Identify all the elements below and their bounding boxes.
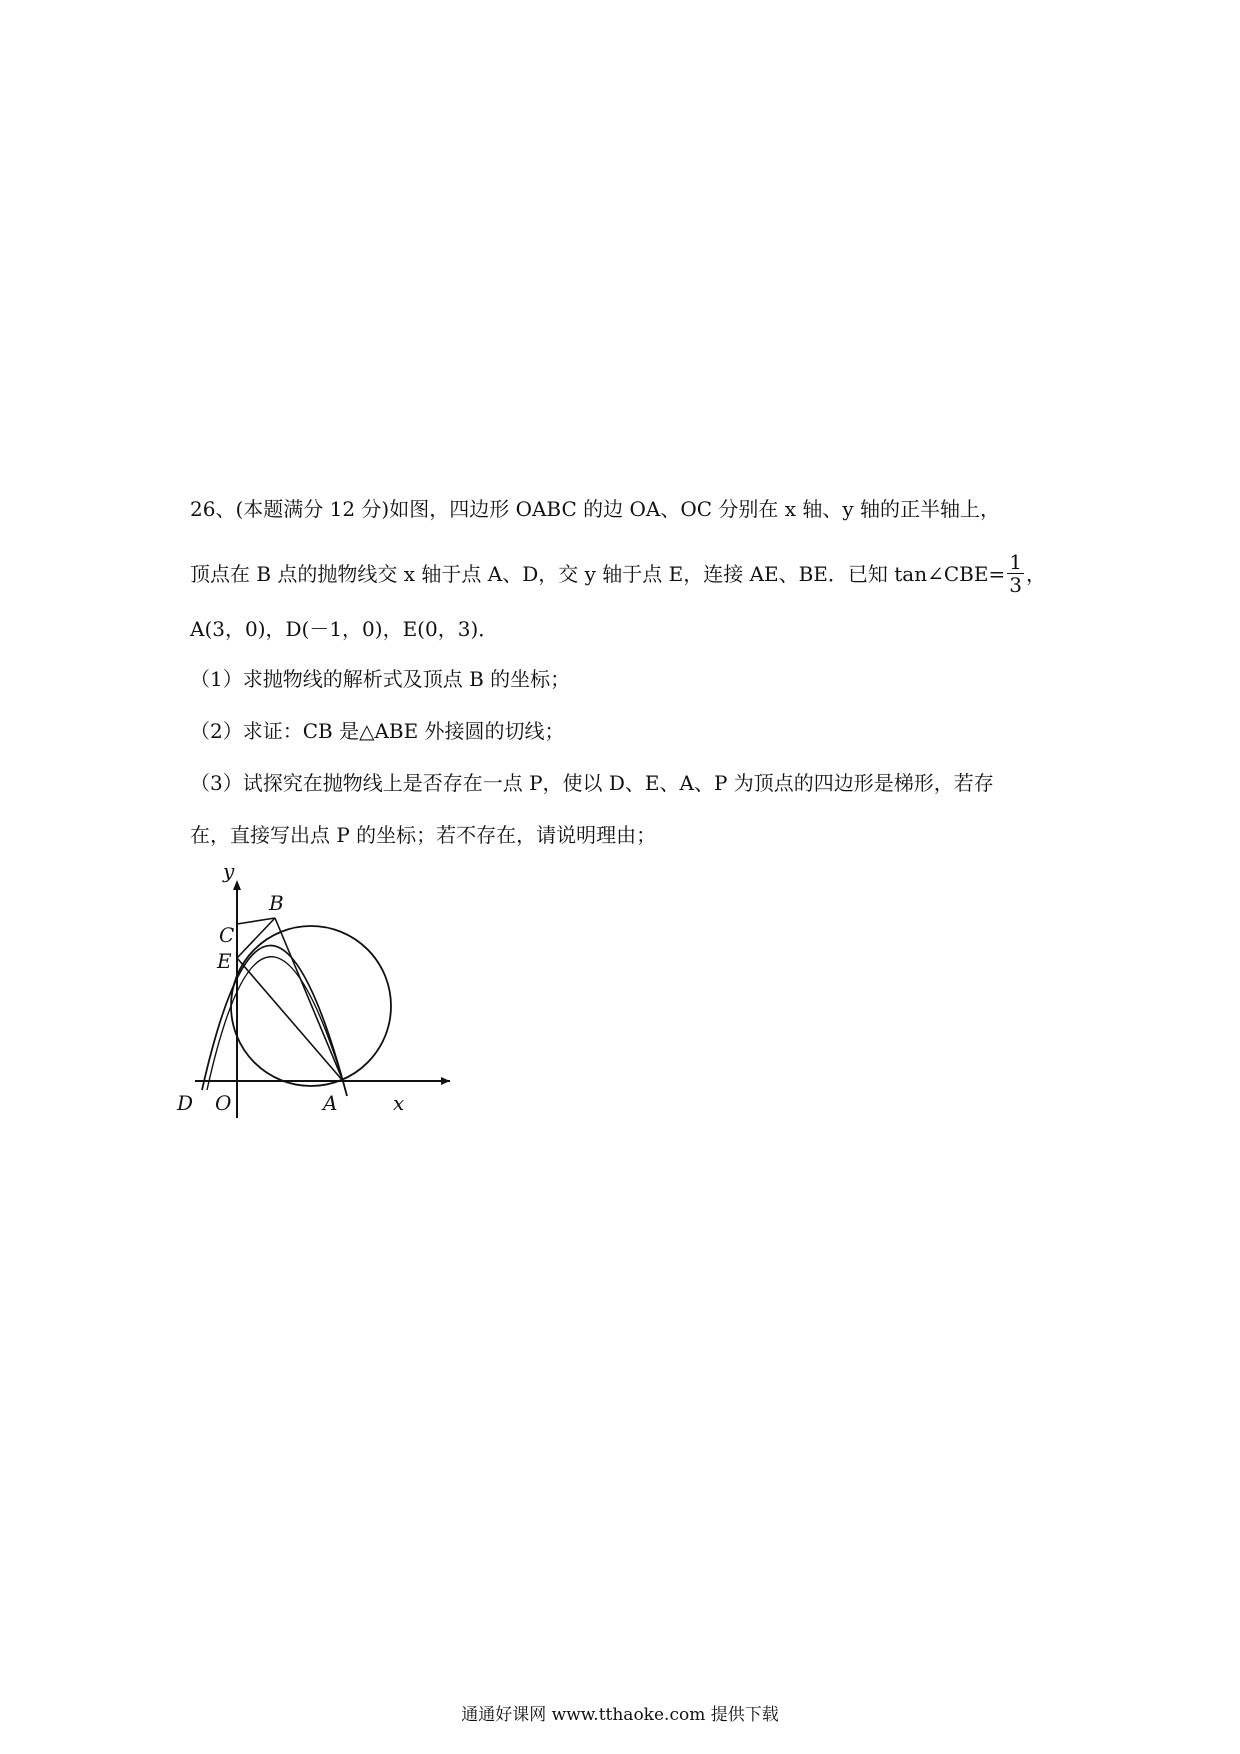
- question-3-line-1: （3）试探究在抛物线上是否存在一点 P，使以 D、E、A、P 为顶点的四边形是梯形，若存: [190, 771, 994, 795]
- label-e: E: [217, 949, 232, 973]
- footer-text: 通通好课网 www.tthaoke.com 提供下载: [461, 1705, 779, 1725]
- fraction-one-third: [1007, 551, 1024, 596]
- label-d: D: [177, 1091, 194, 1115]
- label-c: C: [219, 923, 235, 947]
- label-a: A: [323, 1091, 338, 1115]
- problem-line-1: 26、(本题满分 12 分)如图，四边形 OABC 的边 OA、OC 分别在 x 轴、y 轴的正半轴上，: [190, 497, 1001, 521]
- problem-line-3: A(3，0)，D(－1，0)，E(0，3)．: [190, 617, 499, 641]
- question-2: （2）求证：CB 是△ABE 外接圆的切线；: [190, 719, 565, 743]
- segment-ba: [275, 918, 343, 1081]
- segment-ea: [237, 958, 343, 1081]
- problem-line-2: [190, 550, 1046, 598]
- question-3-line-2: 在，直接写出点 P 的坐标；若不存在，请说明理由；: [190, 823, 657, 847]
- fraction-numerator: 1: [1009, 550, 1022, 574]
- label-x: x: [393, 1091, 405, 1115]
- label-o: O: [215, 1091, 232, 1115]
- question-1: （1）求抛物线的解析式及顶点 B 的坐标；: [190, 667, 571, 691]
- x-axis-arrow-icon: [441, 1077, 450, 1085]
- parabola-inner-curve: [207, 957, 343, 1090]
- fraction-denominator: 3: [1009, 573, 1022, 597]
- figure-svg: [177, 859, 455, 1118]
- label-b: B: [269, 891, 284, 915]
- problem-line-2-end: ，: [1025, 562, 1046, 586]
- geometry-figure: [177, 859, 455, 1118]
- problem-line-2-text: 顶点在 B 点的抛物线交 x 轴于点 A、D，交 y 轴于点 E，连接 AE、BE．已知 tan∠CBE=: [190, 562, 1006, 586]
- label-y: y: [223, 859, 235, 883]
